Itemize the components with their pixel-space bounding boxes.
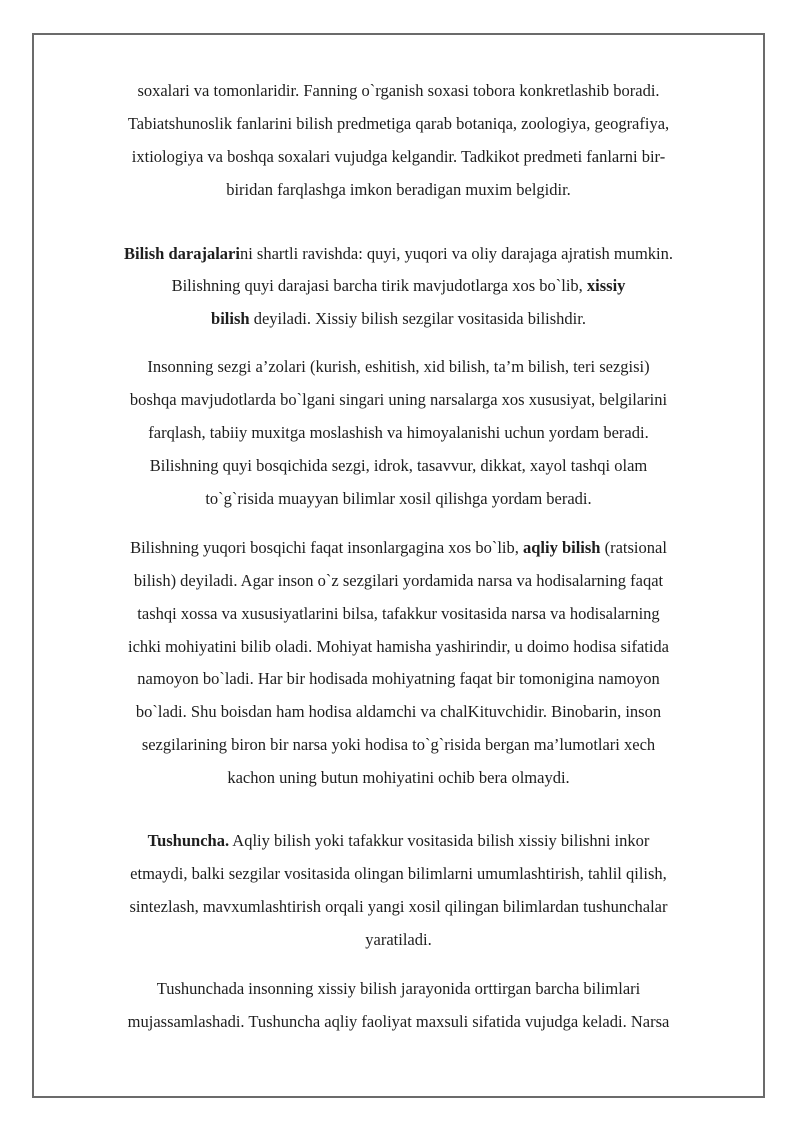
text-span: deyiladi. Xissiy bilish sezgilar vositasida bilishdir. xyxy=(249,309,586,328)
text-line: sintezlash, mavxumlashtirish orqali yangi xosil qilingan bilimlardan tushunchalar xyxy=(129,897,668,916)
term-bilish-darajalari: Bilish darajalari xyxy=(124,244,240,263)
text-line: tashqi xossa va xususiyatlarini bilsa, tafakkur vositasida narsa va hodisalarning xyxy=(137,604,660,623)
text-line: to`g`risida muayyan bilimlar xosil qilishga yordam beradi. xyxy=(205,489,592,508)
text-span: Bilishning yuqori bosqichi faqat insonlargagina xos bo`lib, xyxy=(130,538,523,557)
text-line: Bilishning quyi bosqichida sezgi, idrok, tasavvur, dikkat, xayol tashqi olam xyxy=(149,456,648,475)
page-frame xyxy=(32,33,765,1098)
text-line: ixtiologiya va boshqa soxalari vujudga kelgandir. Tadkikot predmeti fanlarni bir- xyxy=(131,147,666,166)
term-aqliy-bilish: aqliy bilish xyxy=(522,538,601,557)
text-line: ichki mohiyatini bilib oladi. Mohiyat hamisha yashirindir, u doimo hodisa sifatida xyxy=(127,637,670,656)
text-line xyxy=(34,538,763,558)
text-line: namoyon bo`ladi. Har bir hodisada mohiyatning faqat bir tomonigina namoyon xyxy=(137,669,660,688)
text-line: farqlash, tabiiy muxitga moslashish va himoyalanishi uchun yordam beradi. xyxy=(148,423,649,442)
text-line: bilish) deyiladi. Agar inson o`z sezgilari yordamida narsa va hodisalarning faqat xyxy=(133,571,664,590)
text-line: kachon uning butun mohiyatini ochib bera olmaydi. xyxy=(227,768,570,787)
text-line xyxy=(34,276,763,296)
text-line xyxy=(34,244,763,264)
text-line: sezgilarining biron bir narsa yoki hodisa to`g`risida bergan ma’lumotlari xech xyxy=(141,735,656,754)
text-span: (ratsional xyxy=(600,538,667,557)
document-body xyxy=(34,35,763,1096)
text-line: Tabiatshunoslik fanlarini bilish predmetiga qarab botaniqa, zoologiya, geografiya, xyxy=(127,114,670,133)
text-line: biridan farqlashga imkon beradigan muxim belgidir. xyxy=(226,180,571,199)
term-bilish: bilish xyxy=(211,309,250,328)
text-line xyxy=(34,831,763,851)
term-tushuncha: Tushuncha. xyxy=(147,831,230,850)
term-xissiy: xissiy xyxy=(586,276,626,295)
text-line: soxalari va tomonlaridir. Fanning o`rganish soxasi tobora konkretlashib boradi. xyxy=(137,81,660,100)
text-span: Aqliy bilish yoki tafakkur vositasida bilish xissiy bilishni inkor xyxy=(229,831,650,850)
text-span: Bilishning quyi darajasi barcha tirik mavjudotlarga xos bo`lib, xyxy=(171,276,587,295)
text-line: yaratiladi. xyxy=(365,930,432,949)
text-span: ni shartli ravishda: quyi, yuqori va oliy darajaga ajratish mumkin. xyxy=(239,244,673,263)
text-line: Insonning sezgi a’zolari (kurish, eshitish, xid bilish, ta’m bilish, teri sezgisi) xyxy=(147,357,650,376)
text-line: Tushunchada insonning xissiy bilish jarayonida orttirgan barcha bilimlari xyxy=(156,979,641,998)
text-line: boshqa mavjudotlarda bo`lgani singari uning narsalarga xos xususiyat, belgilarini xyxy=(129,390,668,409)
text-line xyxy=(34,309,763,329)
text-line: mujassamlashadi. Tushuncha aqliy faoliyat maxsuli sifatida vujudga keladi. Narsa xyxy=(127,1012,670,1031)
text-line: bo`ladi. Shu boisdan ham hodisa aldamchi va chalKituvchidir. Binobarin, inson xyxy=(135,702,662,721)
text-line: etmaydi, balki sezgilar vositasida olingan bilimlarni umumlashtirish, tahlil qilish, xyxy=(130,864,667,883)
